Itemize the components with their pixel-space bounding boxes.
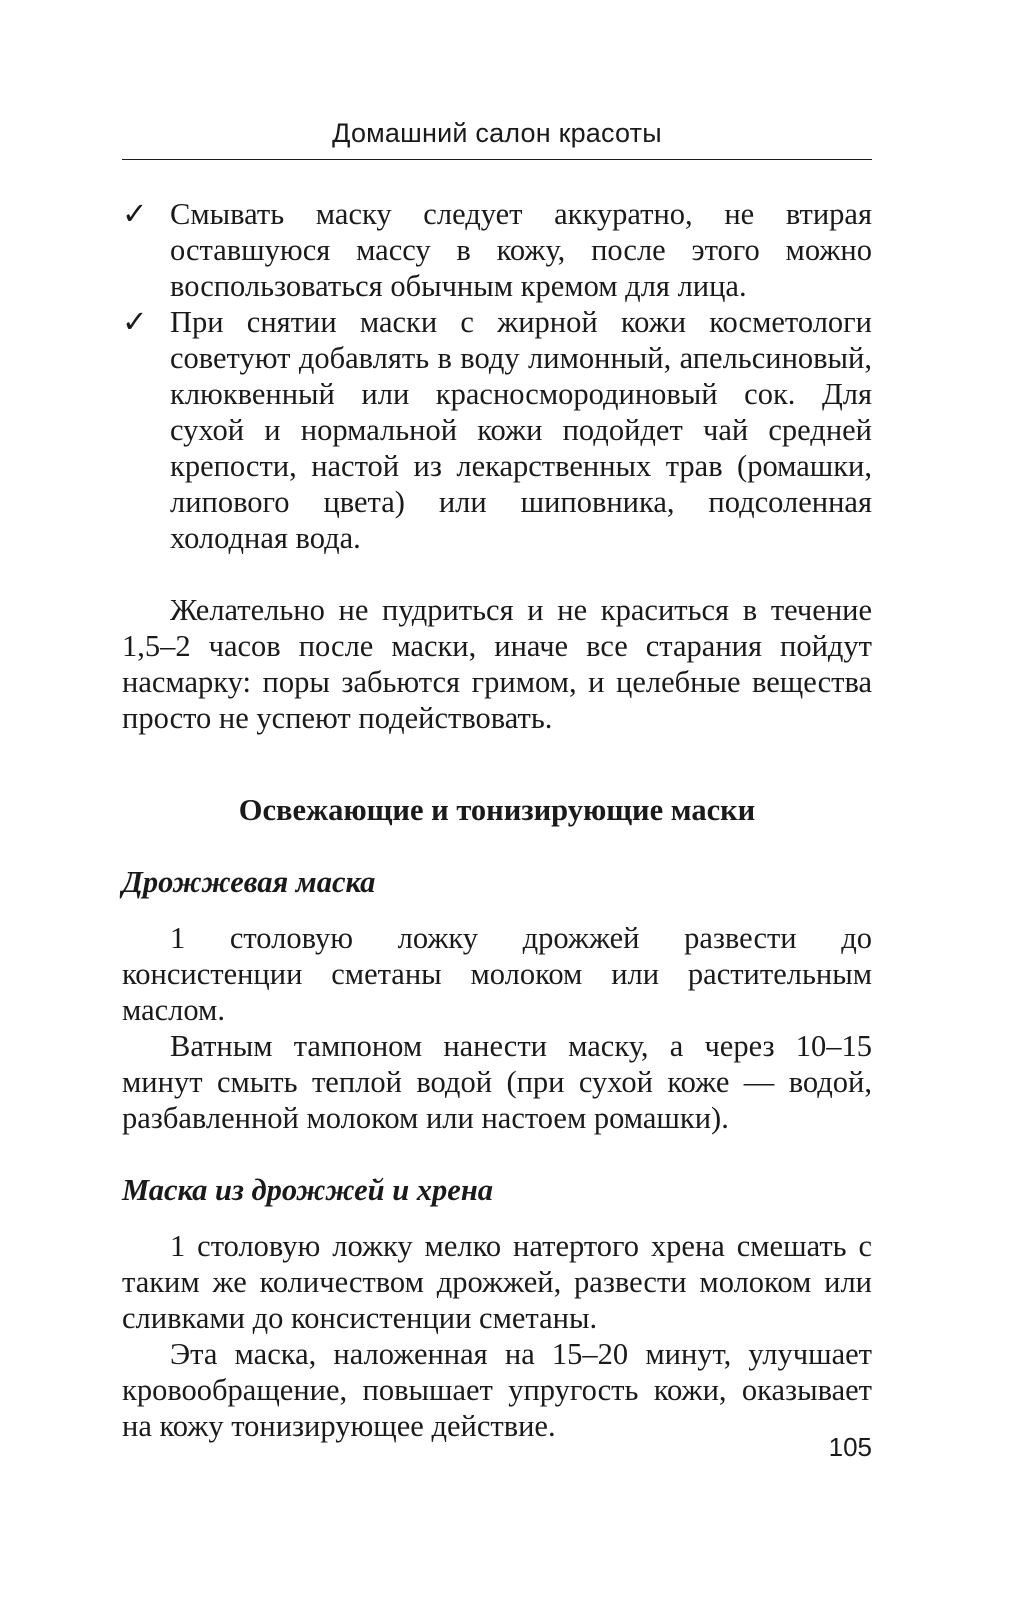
bullet-item [122, 304, 872, 556]
page-number: 105 [828, 1432, 872, 1462]
spacer [122, 772, 872, 792]
recipe-title: Дрожжевая маска [122, 865, 376, 899]
page-body [122, 196, 872, 1444]
spacer [122, 1208, 872, 1228]
header-rule [122, 159, 872, 160]
running-header: Домашний салон красоты [332, 118, 662, 148]
check-icon: ✓ [122, 197, 148, 231]
spacer [122, 556, 872, 592]
spacer [122, 828, 872, 864]
recipe-paragraph: 1 столовую ложку дрожжей развести до консистенции сметаны молоком или растительным маслом. [122, 921, 872, 1027]
section-title: Освежающие и тонизирующие маски [238, 793, 756, 827]
spacer [122, 1136, 872, 1172]
recipe-paragraph: Эта маска, наложенная на 15–20 минут, улучшает кровообращение, повышает упругость кожи, оказывает на кожу тонизирующее действие. [122, 1337, 872, 1443]
spacer [122, 900, 872, 920]
recipe-title: Маска из дрожжей и хрена [122, 1173, 494, 1207]
bullet-text: Смывать маску следует аккуратно, не втирая оставшуюся массу в кожу, после этого можно воспользоваться обычным кремом для лица. [170, 197, 872, 303]
spacer [122, 736, 872, 772]
recipe-paragraph: 1 столовую ложку мелко натертого хрена смешать с таким же количеством дрожжей, развести молоком или сливками до консистенции сметаны. [122, 1229, 872, 1335]
recipe-paragraph: Ватным тампоном нанести маску, а через 10–15 минут смыть теплой водой (при сухой коже — водой, разбавленной молоком или настоем ромашки). [122, 1029, 872, 1135]
check-icon: ✓ [122, 305, 148, 339]
intro-paragraph: Желательно не пудриться и не краситься в течение 1,5–2 часов после маски, иначе все старания пойдут насмарку: поры забьются гримом, и целебные вещества просто не успеют подействовать. [122, 593, 872, 735]
bullet-text: При снятии маски с жирной кожи косметологи советуют добавлять в воду лимонный, апельсиновый, клюквенный или красносмородиновый сок. Для сухой и нормальной кожи подойдет чай средней крепости, настой из лекарственных трав (ромашки, липового цвета) или шиповника, подсоленная холодная вода. [170, 305, 872, 555]
bullet-item [122, 196, 872, 304]
